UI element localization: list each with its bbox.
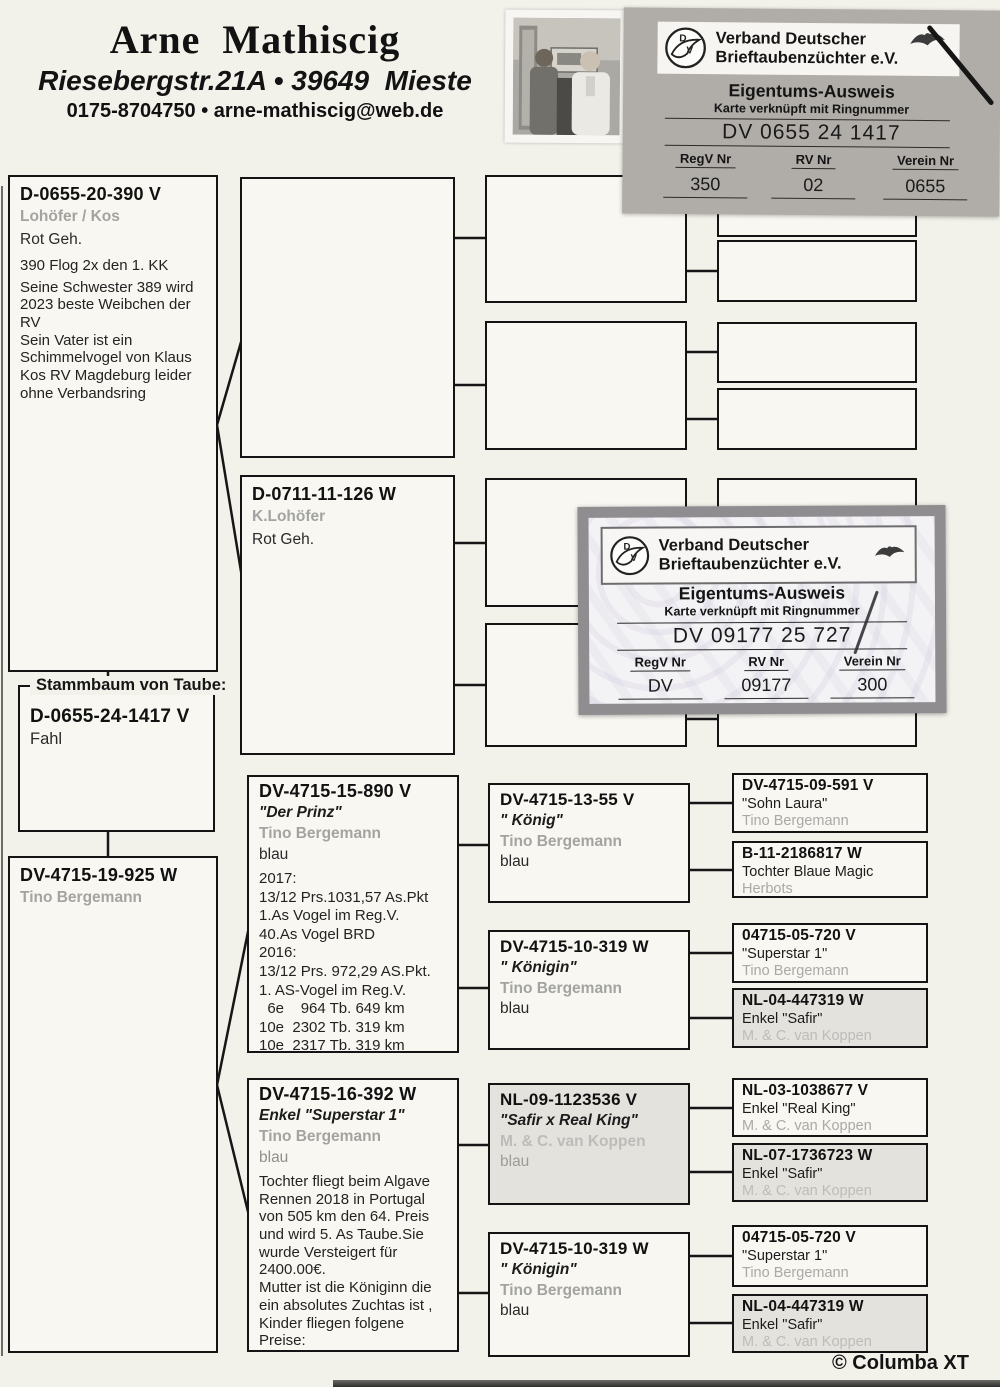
ring-number: NL-04-447319 W — [742, 1298, 864, 1315]
breeder-label: K.Lohöfer — [252, 508, 326, 525]
result-line: 10e 2317 Tb. 319 km — [259, 1037, 405, 1053]
ring-number: DV-4715-09-591 V — [742, 777, 874, 794]
breeder-label: Lohöfer / Kos — [20, 208, 120, 225]
field-label: RV Nr — [792, 152, 836, 169]
field-value: 300 — [830, 674, 914, 698]
breeder-label: M. & C. van Koppen — [742, 1334, 872, 1350]
breeder-label: Tino Bergemann — [742, 1265, 849, 1281]
cert-subtitle: Karte verknüpft mit Ringnummer — [664, 603, 860, 619]
color-label: Rot Geh. — [252, 531, 315, 548]
bird-name: Enkel "Real King" — [742, 1101, 856, 1117]
breeder-contact: 0175-8704750 • arne-mathiscig@web.de — [66, 100, 444, 122]
breeder-label: Tino Bergemann — [259, 825, 382, 842]
field-label: Verein Nr — [893, 153, 958, 171]
breeder-label: M. & C. van Koppen — [742, 1118, 872, 1134]
breeder-name: Arne Mathiscig — [109, 17, 401, 62]
field-label: Verein Nr — [840, 653, 905, 670]
ring-number: B-11-2186817 W — [742, 845, 862, 862]
bird-name: Enkel "Safir" — [742, 1317, 823, 1333]
pedigree-box-safir-real-king — [488, 1083, 690, 1205]
ring-number: DV-4715-15-890 V — [259, 781, 412, 801]
ring-number: DV-4715-13-55 V — [500, 790, 635, 809]
color-label: blau — [500, 1000, 530, 1017]
pedigree-box-safir-a — [732, 988, 928, 1048]
pedigree-box-blaue-magic — [732, 841, 928, 898]
ring-number: D-0655-20-390 V — [20, 184, 162, 204]
bird-name: "Der Prinz" — [259, 804, 342, 821]
ring-number: NL-03-1038677 V — [742, 1082, 869, 1099]
pedigree-box-gm-paternal — [240, 475, 455, 755]
field-value: 02 — [771, 175, 855, 200]
color-label: blau — [259, 846, 289, 863]
color-label: blau — [500, 1153, 530, 1170]
svg-text:V: V — [686, 45, 694, 57]
pedigree-box-mother — [8, 856, 218, 1353]
pedigree-box-empty — [717, 388, 917, 450]
ring-number: NL-09-1123536 V — [500, 1090, 638, 1109]
org-line-1: Verband Deutscher — [658, 535, 810, 555]
pedigree-box-koenigin-1 — [488, 930, 690, 1050]
breeder-label: Tino Bergemann — [742, 813, 849, 829]
note-text: Seine Schwester 389 wird 2023 beste Weibchen der RV — [20, 278, 194, 332]
result-line: 10e 2302 Tb. 319 km — [259, 1018, 405, 1036]
result-line: 40.As Vogel BRD — [259, 925, 375, 943]
result-line: 1. AS-Vogel im Reg.V. — [259, 981, 407, 999]
svg-text:D: D — [679, 33, 687, 45]
pedigree-box-safir-c — [732, 1294, 928, 1353]
bird-name: "Safir x Real King" — [500, 1112, 638, 1129]
ring-number: NL-04-447319 W — [742, 992, 864, 1009]
cert-title: Eigentums-Ausweis — [728, 80, 895, 102]
field-value: 09177 — [724, 675, 808, 699]
org-line-1: Verband Deutscher — [715, 29, 867, 49]
pedigree-box-gf-maternal — [247, 775, 459, 1053]
pedigree-box-sohn-laura — [732, 773, 928, 833]
org-line-2: Brieftaubenzüchter e.V. — [715, 48, 899, 68]
result-line: 2016: — [259, 944, 297, 962]
ring-number: D-0655-24-1417 V — [30, 706, 190, 727]
bird-name: " König" — [500, 812, 563, 829]
breeder-label: Tino Bergemann — [500, 1282, 623, 1299]
card-watermark-area — [589, 516, 936, 704]
color-label: blau — [500, 1302, 530, 1319]
result-line: 1.As Vogel im Reg.V. — [259, 907, 400, 925]
result-line: 2017: — [259, 870, 297, 887]
breeder-label: Tino Bergemann — [742, 963, 849, 979]
ring-number: DV-4715-10-319 W — [500, 1239, 649, 1258]
ring-number: NL-07-1736723 W — [742, 1147, 873, 1164]
ownership-card-1 — [622, 7, 1000, 216]
svg-text:V: V — [630, 552, 638, 564]
color-label: blau — [500, 853, 530, 870]
pedigree-box-real-king — [732, 1078, 928, 1137]
bird-name: Enkel "Safir" — [742, 1011, 823, 1027]
field-value: 350 — [663, 174, 747, 199]
note-text: 390 Flog 2x den 1. KK — [20, 257, 169, 274]
bird-name: " Königin" — [500, 1261, 577, 1278]
pedigree-box-koenig — [488, 783, 690, 903]
ring-number: DV-4715-16-392 W — [259, 1084, 417, 1104]
color-label: Rot Geh. — [20, 231, 83, 248]
note-text: Mutter ist die Königinn die ein absolutes Zuchtas ist , Kinder fliegen folgene Preise: — [259, 1279, 433, 1350]
breeder-label: Tino Bergemann — [500, 980, 623, 997]
field-label: RegV Nr — [676, 151, 735, 169]
breeder-label: M. & C. van Koppen — [742, 1028, 872, 1044]
field-label: RegV Nr — [631, 654, 690, 671]
breeder-label: Tino Bergemann — [259, 1128, 382, 1145]
bird-name: Enkel "Superstar 1" — [259, 1107, 405, 1124]
bird-name: "Superstar 1" — [742, 1248, 828, 1264]
pedigree-box-empty — [717, 322, 917, 383]
cert-ring-number: DV 0655 24 1417 — [721, 120, 901, 145]
bird-name: " Königin" — [500, 959, 577, 976]
breeder-label: Herbots — [742, 881, 793, 897]
result-line: 13/12 Prs.1031,57 As.Pkt — [259, 888, 429, 906]
bird-name: "Superstar 1" — [742, 946, 828, 962]
note-text: Tochter fliegt beim Algave Rennen 2018 in Portugal von 505 km den 64. Preis und wird 5. As Taube.Sie wurde Versteigert für 2400.00€. — [259, 1173, 430, 1279]
bird-name: "Sohn Laura" — [742, 796, 828, 812]
ring-number: 04715-05-720 V — [742, 1229, 856, 1246]
ownership-card-2 — [577, 505, 946, 715]
svg-text:D: D — [623, 541, 631, 553]
pedigree-box-empty — [485, 321, 687, 450]
field-value: DV — [618, 675, 702, 699]
ring-number: DV-4715-10-319 W — [500, 937, 649, 956]
result-line: 13/12 Prs. 972,29 AS.Pkt. — [259, 962, 431, 980]
breeder-address: Riesebergstr.21A • 39649 Mieste — [38, 65, 472, 96]
breeder-label: Tino Bergemann — [20, 889, 143, 906]
breeder-label: M. & C. van Koppen — [742, 1183, 872, 1199]
pedigree-box-superstar-a — [732, 923, 928, 983]
pedigree-box-empty — [717, 240, 917, 302]
ring-number: D-0711-11-126 W — [252, 484, 397, 504]
result-line: 6e 964 Tb. 649 km — [259, 1000, 405, 1018]
cert-subtitle: Karte verknüpft mit Ringnummer — [713, 101, 910, 117]
pedigree-box-father — [8, 175, 218, 672]
cert-title: Eigentums-Ausweis — [678, 582, 846, 604]
pedigree-box-gm-maternal — [247, 1078, 459, 1352]
note-text: Sein Vater ist ein Schimmelvogel von Klaus Kos RV Magdeburg leider ohne Verbandsring — [20, 331, 192, 402]
color-label: blau — [259, 1149, 289, 1166]
cert-ring-number: DV 09177 25 727 — [672, 623, 852, 648]
org-line-2: Brieftaubenzüchter e.V. — [658, 554, 842, 574]
breeder-label: M. & C. van Koppen — [500, 1133, 646, 1150]
field-value: 0655 — [883, 176, 967, 201]
pedigree-box-empty — [240, 177, 455, 458]
bird-name: Tochter Blaue Magic — [742, 864, 874, 880]
breeder-label: Tino Bergemann — [500, 833, 623, 850]
pedigree-box-superstar-b — [732, 1225, 928, 1287]
root-label: Stammbaum von Taube: — [30, 676, 232, 695]
software-credit: © Columba XT — [832, 1352, 969, 1374]
bird-name: Enkel "Safir" — [742, 1166, 823, 1182]
color-label: Fahl — [30, 730, 63, 748]
pedigree-box-root — [18, 685, 215, 832]
ring-number: 04715-05-720 V — [742, 927, 856, 944]
pedigree-box-koenigin-2 — [488, 1232, 690, 1357]
pedigree-box-safir-b — [732, 1143, 928, 1202]
ring-number: DV-4715-19-925 W — [20, 865, 178, 885]
field-label: RV Nr — [744, 654, 788, 671]
